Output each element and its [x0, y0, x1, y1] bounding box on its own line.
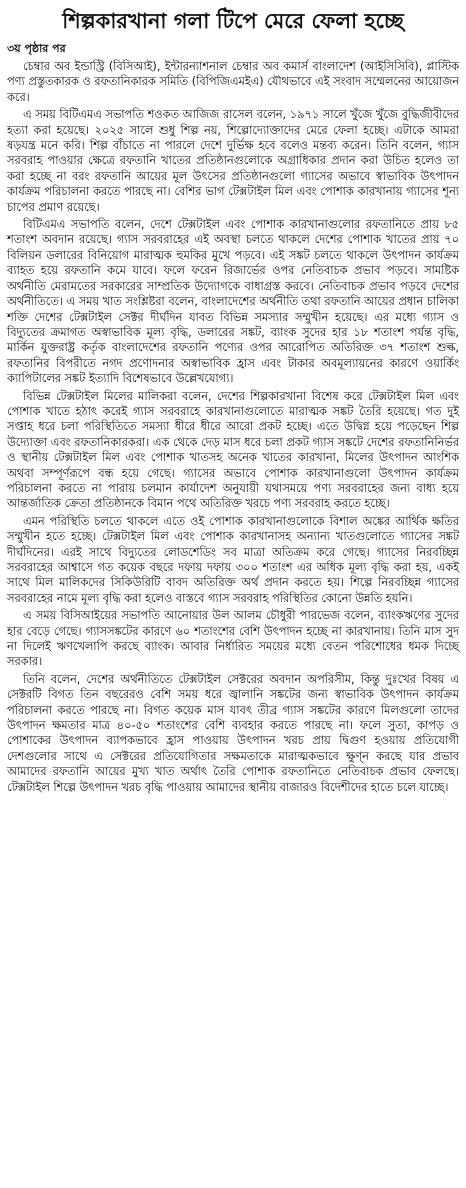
article-paragraph: এমন পরিস্থিতি চলতে থাকলে এতে ওই পোশাক কারখানাগুলোকে বিশাল অঙ্কের আর্থিক ক্ষতির সম্মুখীন হতে হচ্ছে। টেক্সটাইল মিল এবং পোশাক কারখানাসহ অন্যান্য খাতগুলোতে গ্যাসের সঙ্কট দীর্ঘদিনের। এরই সাথে বিদ্যুতের লোডশেডিং সব মাত্রা অতিক্রম করে গেছে। গ্যাসের নিরবচ্ছিন্ন সরবরাহের আশ্বাসে গত কয়েক বছরে দফায় দফায় ৩০০ শতাংশ এর অধিক মূল্য বৃদ্ধি করা হয়, একই সাথে মিল মালিকদের সিকিউরিটি বাবদ অতিরিক্ত অর্থ প্রদান করতে হয়। শিল্পে নিরবচ্ছিন্ন গ্যাসের সরবরাহের নামে মূল্য বৃদ্ধি করা হলেও বাস্তবে গ্যাস সরবরাহ পরিস্থিতির কোনো উন্নতি হয়নি।	[7, 514, 459, 605]
article-paragraph: চেম্বার অব ইন্ডাস্ট্রি (বিসিআই), ইন্টারন্যাশনাল চেম্বার অব কমার্স বাংলাদেশ (আইসিসিবি), প্লাস্টিক পণ্য প্রস্তুতকারক ও রফতানিকারক সমিতি (বিপিজিএমইএ) যৌথভাবে এই সংবাদ সম্মেলনের আয়োজন করে।	[7, 60, 459, 104]
article-paragraph: এ সময় বিটিএমএ সভাপতি শওকত আজিজ রাসেল বলেন, ১৯৭১ সালে খুঁজে খুঁজে বুদ্ধিজীবীদের হত্যা করা হয়েছে। ২০২৫ সালে শুধু শিল্প নয়, শিল্পোদ্যোক্তাদের মেরে ফেলা হচ্ছে। এটাকে আমরা ষড়যন্ত্র মনে করি। শিল্প বাঁচাতে না পারলে দেশে দুর্ভিক্ষ হবে বলেও মন্তব্য করেন। তিনি বলেন, গ্যাস সরবরাহ পাওয়ার ক্ষেত্রে রফতানি খাতের প্রতিষ্ঠানগুলোকে অগ্রাধিকার প্রদান করা উচিত হলেও তা করা হচ্ছে না বরং রফতানি আয়ের মূল উৎসের প্রতিষ্ঠানগুলো গ্যাসের অভাবে স্বাভাবিক উৎপাদন কার্যক্রম পরিচালনা করতে পারছে না। বেশির ভাগ টেক্সটাইল মিল এবং পোশাক কারখানায় গ্যাসের শূন্য চাপের প্রমাণ রয়েছে।	[7, 108, 459, 214]
article-headline: শিল্পকারখানা গলা টিপে মেরে ফেলা হচ্ছে	[62, 9, 404, 33]
article-paragraph: তিনি বলেন, দেশের অর্থনীতিতে টেক্সটাইল সেক্টরের অবদান অপরিসীম, কিন্তু দুঃখের বিষয় এ সেক্টরটি বিগত তিন বছরেরও বেশি সময় ধরে জ্বালানি সঙ্কটের জন্য স্বাভাবিক উৎপাদন কার্যক্রম পরিচালনা করতে পারছে না। বিগত কয়েক মাস যাবৎ তীব্র গ্যাস সঙ্কটের কারণে মিলগুলো তাদের উৎপাদন ক্ষমতার মাত্র ৪০-৫০ শতাংশের বেশি ব্যবহার করতে পারছে না। ফলে সুতা, কাপড় ও পোশাকের উৎপাদন ব্যাপকভাবে হ্রাস পাওয়ায় উৎপাদন খরচ প্রায় দ্বিগুণ হওয়ায় প্রতিযোগী দেশগুলোর সাথে এ সেক্টরের প্রতিযোগিতার সক্ষমতাকে মারাত্মকভাবে ক্ষুণ্ন করছে যার প্রভাব আমাদের রফতানি আয়ের মুখ্য খাত অর্থাৎ তৈরি পোশাক রফতানিতে নেতিবাচক প্রভাব ফেলছে। টেক্সটাইল শিল্পে উৎপাদন খরচ বৃদ্ধি পাওয়ায় আমাদের স্থানীয় বাজারও বিদেশীদের হাতে চলে যাচ্ছে।	[7, 672, 459, 794]
continued-from-line: ৩য় পৃষ্ঠার পর	[7, 42, 66, 55]
article-paragraph: বিটিএমএ সভাপতি বলেন, দেশে টেক্সটাইল এবং পোশাক কারখানাগুলোর রফতানিতে প্রায় ৮৫ শতাংশ অবদান রয়েছে। গ্যাস সরবরাহের এই অবস্থা চলতে থাকলে দেশের পোশাক খাতের প্রায় ৭০ বিলিয়ন ডলারের বিনিয়োগ মারাত্মক হুমকির মুখে পড়বে। এই সঙ্কট চলতে থাকলে উৎপাদন কার্যক্রম ব্যাহত হয়ে রফতানি কমে যাবে। ফলে ফরেন রিজার্ভের ওপর নেতিবাচক প্রভাব পড়বে। সামষ্টিক অর্থনীতি মেরামতের সরকারের সাম্প্রতিক উদ্যোগকে বাধাগ্রস্ত করবে। নেতিবাচক প্রভাব পড়বে দেশের অর্থনীতিতে। এ সময় খাত সংশ্লিষ্টরা বলেন, বাংলাদেশের অর্থনীতি তথা রফতানি আয়ের প্রধান চালিকা শক্তি দেশের টেক্সটাইল সেক্টর দীর্ঘদিন যাবত বিভিন্ন সমস্যার সম্মুখীন হয়েছে। এর মধ্যে গ্যাস ও বিদ্যুতের ক্রমাগত অস্বাভাবিক মূল্য বৃদ্ধি, ডলারের সঙ্কট, ব্যাংক সুদের হার ১৮ শতাংশ পর্যন্ত বৃদ্ধি, মার্কিন যুক্তরাষ্ট্র কর্তৃক বাংলাদেশের রফতানি পণ্যের ওপর আরোপিত অতিরিক্ত ৩৭ শতাংশ শুল্ক, রফতানির বিপরীতে নগদ প্রণোদনার অস্বাভাবিক হ্রাস এবং টাকার অবমূল্যায়নের কারণে ওয়ার্কিং ক্যাপিটালের সঙ্কট ইত্যাদি বিশেষভাবে উল্লেখযোগ্য।	[7, 218, 459, 386]
article-paragraph: বিভিন্ন টেক্সটাইল মিলের মালিকরা বলেন, দেশের শিল্পকারখানা বিশেষ করে টেক্সটাইল মিল এবং পোশাক খাতে হঠাৎ করেই গ্যাস সরবরাহে কারখানাগুলোতে মারাত্মক সঙ্কট তৈরি হয়েছে। গত দুই সপ্তাহ ধরে চলা পরিস্থিতিতে সমস্যা ধীরে ধীরে আরো প্রকট হচ্ছে। এতে উদ্বিগ্ন হয়ে পড়েছেন শিল্প উদ্যোক্তা এবং রফতানিকারকরা। এক থেকে দেড় মাস ধরে চলা প্রকট গ্যাস সঙ্কটে দেশের রফতানিনির্ভর ও স্থানীয় টেক্সটাইল মিল এবং পোশাক খাতসহ অনেক খাতের কারখানা, মিলের উৎপাদন আংশিক অথবা সম্পূর্ণরূপে বন্ধ হয়ে গেছে। গ্যাসের অভাবে পোশাক কারখানাগুলো উৎপাদন কার্যক্রম পরিচালনা করতে না পারায় চলমান কার্যাদেশ অনুযায়ী যথাসময়ে পণ্য সরবরাহের জন্য বাধ্য হয়ে আন্তর্জাতিক ক্রেতা প্রতিষ্ঠানকে বিমান পথে অতিরিক্ত খরচে পণ্য সরবরাহ করতে হচ্ছে।	[7, 389, 459, 511]
article-paragraph: এ সময় বিসিআইয়ের সভাপতি আনোয়ার উল আলম চৌধুরী পারভেজ বলেন, ব্যাংকঋণের সুদের হার বেড়ে গেছে। গ্যাসসঙ্কটের কারণে ৬০ শতাংশের বেশি উৎপাদন হচ্ছে না কারখানায়। তিনি মাস সুদ না দিলেই ঋণখেলাপি করছে ব্যাংক। আবার নির্ধারিত সময়ের মধ্যে বেতন পরিশোধের ধমক দিচ্ছে সরকার।	[7, 609, 459, 669]
